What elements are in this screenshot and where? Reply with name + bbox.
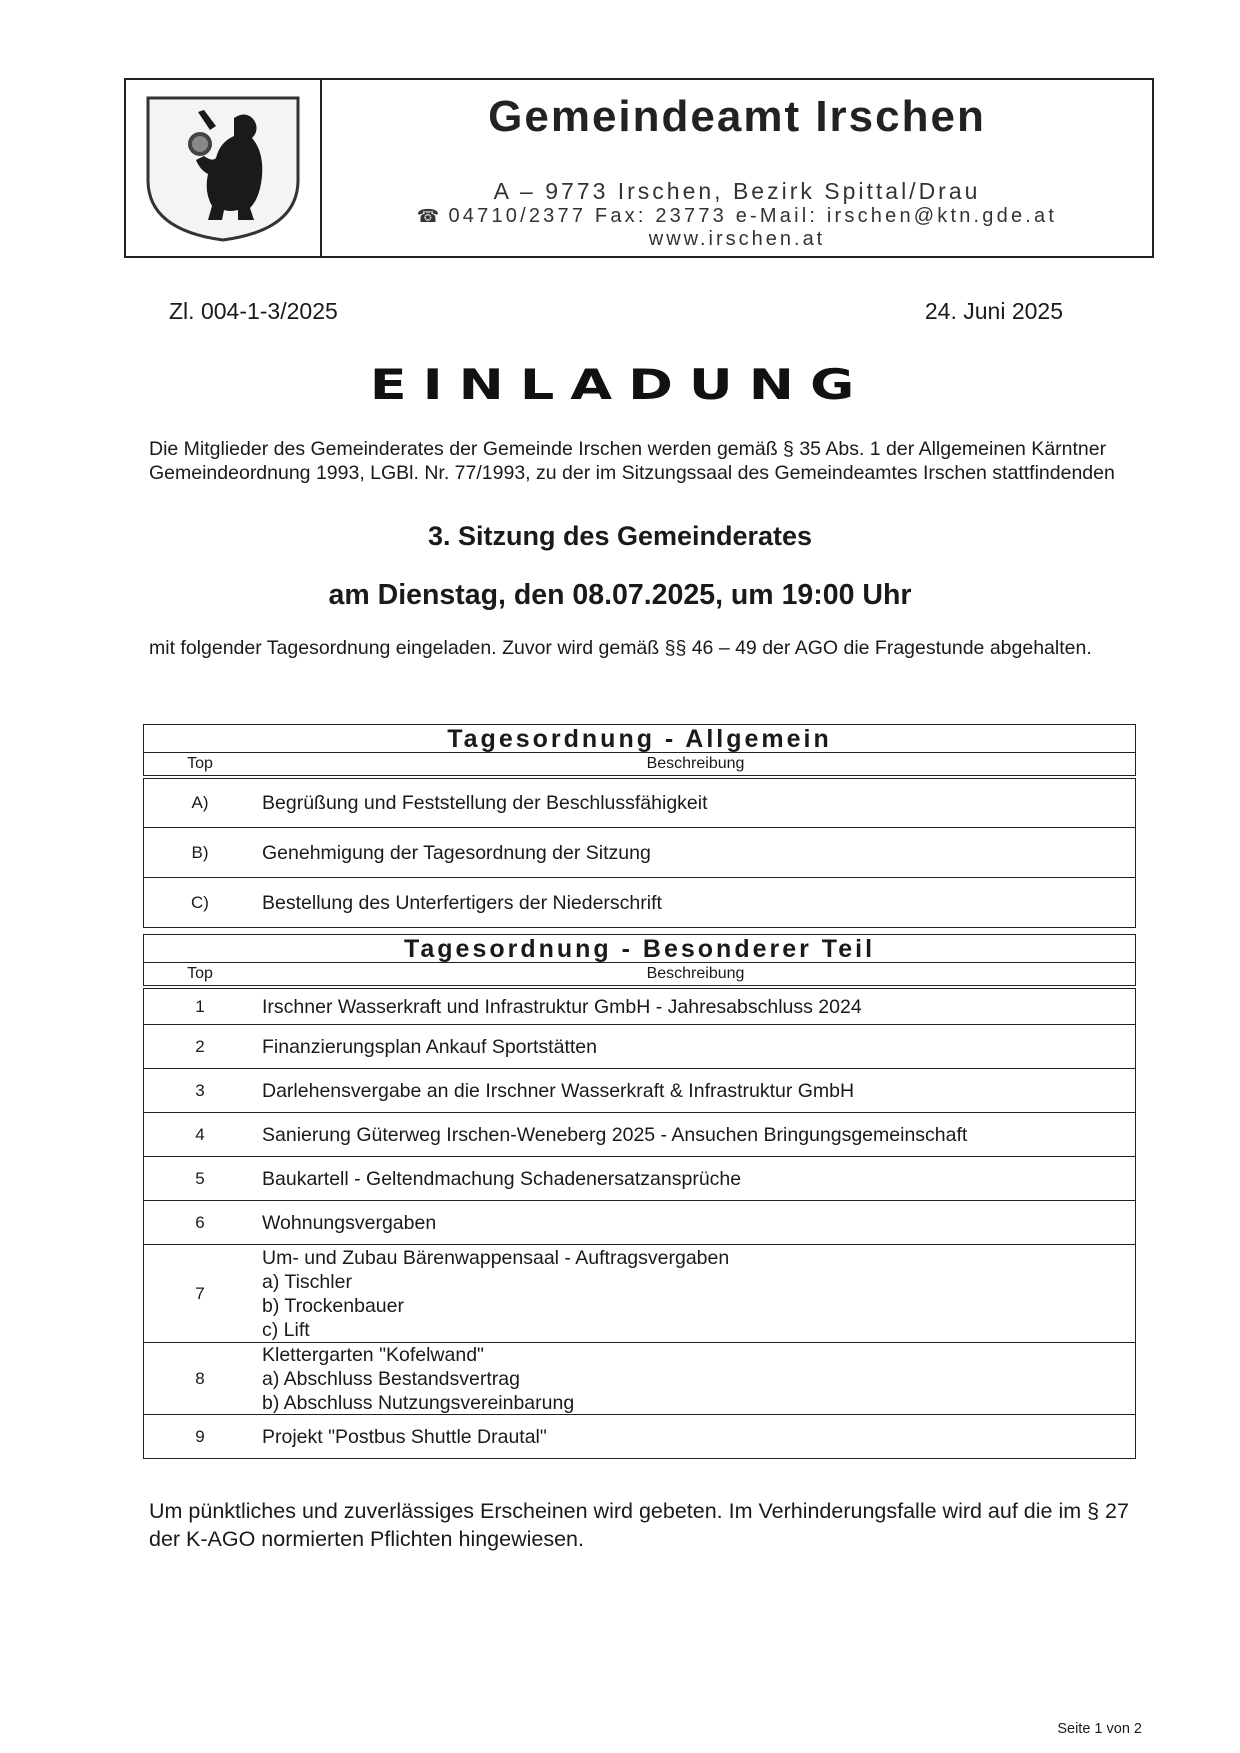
- row-top: C): [191, 892, 209, 912]
- table-row: [144, 988, 1135, 1024]
- row-desc-line: Projekt "Postbus Shuttle Drautal": [262, 1425, 547, 1448]
- row-top: 4: [195, 1124, 205, 1144]
- row-top: 5: [195, 1168, 205, 1188]
- row-top: 9: [195, 1426, 205, 1446]
- col-desc: Beschreibung: [646, 965, 745, 982]
- document-date: 24. Juni 2025: [924, 298, 1063, 324]
- row-desc-line: a) Tischler: [262, 1270, 352, 1293]
- phone-icon: ☎: [416, 206, 443, 226]
- row-desc-line: Irschner Wasserkraft und Infrastruktur GmbH - Jahresabschluss 2024: [262, 995, 862, 1018]
- table-row: [144, 1156, 1135, 1200]
- row-desc-line: b) Trockenbauer: [262, 1294, 404, 1317]
- table-row: [144, 827, 1135, 877]
- agenda-general-title: Tagesordnung - Allgemein: [144, 725, 1135, 753]
- letterhead-text: [322, 80, 1152, 256]
- row-desc: Genehmigung der Tagesordnung der Sitzung: [262, 841, 651, 864]
- coat-of-arms-icon: [138, 90, 308, 246]
- table-row: [144, 1068, 1135, 1112]
- row-desc-line: Klettergarten "Kofelwand": [262, 1343, 484, 1366]
- page-footer: Seite 1 von 2: [1057, 1721, 1142, 1737]
- contact-text: 04710/2377 Fax: 23773 e-Mail: irschen@ktn.gde.at: [448, 205, 1058, 227]
- agenda-special-title: Tagesordnung - Besonderer Teil: [144, 935, 1135, 963]
- row-desc-line: Um- und Zubau Bärenwappensaal - Auftragsvergaben: [262, 1246, 730, 1269]
- agenda-general-table: [143, 724, 1136, 928]
- org-contact: [322, 205, 1152, 228]
- row-desc-line: Darlehensvergabe an die Irschner Wasserkraft & Infrastruktur GmbH: [262, 1079, 855, 1102]
- agenda-general-header: [143, 724, 1136, 776]
- row-desc-line: a) Abschluss Bestandsvertrag: [262, 1367, 520, 1390]
- page-title: EINLADUNG: [369, 360, 871, 410]
- closing-paragraph: Um pünktliches und zuverlässiges Erscheinen wird gebeten. Im Verhinderungsfalle wird auf die im § 27 der K-AGO normierten Pflichten hingewiesen.: [149, 1499, 1129, 1551]
- table-row: [144, 1024, 1135, 1068]
- row-desc: [256, 995, 1135, 1019]
- row-desc: [256, 1211, 1135, 1235]
- org-website[interactable]: www.irschen.at: [648, 228, 826, 250]
- row-top: 2: [195, 1036, 205, 1056]
- agenda-special-table: [143, 934, 1136, 1459]
- session-title: 3. Sitzung des Gemeinderates: [427, 521, 813, 551]
- row-desc: Bestellung des Unterfertigers der Niederschrift: [262, 891, 662, 914]
- row-desc-line: Sanierung Güterweg Irschen-Weneberg 2025 - Ansuchen Bringungsgemeinschaft: [262, 1123, 968, 1146]
- row-desc-line: b) Abschluss Nutzungsvereinbarung: [262, 1391, 575, 1414]
- row-desc: Begrüßung und Feststellung der Beschlussfähigkeit: [262, 792, 708, 814]
- agenda-general-columns: [144, 753, 1135, 775]
- row-desc: [256, 1079, 1135, 1103]
- row-top: 3: [195, 1080, 205, 1100]
- table-row: [144, 1244, 1135, 1342]
- row-desc-line: c) Lift: [262, 1318, 310, 1341]
- row-top: B): [191, 842, 209, 862]
- row-top: 6: [195, 1212, 205, 1232]
- col-top: Top: [187, 965, 213, 982]
- row-desc: [256, 1343, 1135, 1415]
- table-row: [144, 1414, 1135, 1458]
- row-desc: [256, 1246, 1135, 1342]
- agenda-general-rows: [143, 778, 1136, 928]
- row-top: 7: [195, 1283, 205, 1303]
- table-row: [144, 1342, 1135, 1414]
- col-top: Top: [187, 755, 213, 772]
- session-date: am Dienstag, den 08.07.2025, um 19:00 Uhr: [328, 579, 912, 611]
- row-desc: [256, 1167, 1135, 1191]
- after-paragraph: mit folgender Tagesordnung eingeladen. Zuvor wird gemäß §§ 46 – 49 der AGO die Fragestunde abgehalten.: [149, 637, 1092, 659]
- row-top: 8: [195, 1368, 205, 1388]
- agenda-special-header: [143, 934, 1136, 986]
- table-row: [144, 877, 1135, 927]
- row-top: A): [191, 793, 209, 812]
- row-desc: [256, 1425, 1135, 1449]
- row-top: 1: [195, 996, 205, 1016]
- intro-paragraph: Die Mitglieder des Gemeinderates der Gemeinde Irschen werden gemäß § 35 Abs. 1 der Allgemeinen Kärntner Gemeindeordnung 1993, LGBl. Nr. 77/1993, zu der im Sitzungssaal des Gemeindeamtes Irschen stattfindenden: [149, 438, 1115, 484]
- table-row: [144, 1112, 1135, 1156]
- crest-cell: [126, 80, 322, 256]
- table-row: [144, 778, 1135, 827]
- row-desc: [256, 1035, 1135, 1059]
- reference-number: Zl. 004-1-3/2025: [169, 298, 338, 324]
- letterhead: [124, 78, 1154, 258]
- org-address: A – 9773 Irschen, Bezirk Spittal/Drau: [493, 178, 981, 204]
- row-desc: [256, 1123, 1135, 1147]
- col-desc: Beschreibung: [646, 755, 745, 772]
- agenda-special-columns: [144, 963, 1135, 985]
- row-desc-line: Finanzierungsplan Ankauf Sportstätten: [262, 1035, 597, 1058]
- agenda-special-rows: [143, 988, 1136, 1459]
- table-row: [144, 1200, 1135, 1244]
- org-name: Gemeindeamt Irschen: [488, 92, 986, 141]
- row-desc-line: Wohnungsvergaben: [262, 1211, 437, 1234]
- row-desc-line: Baukartell - Geltendmachung Schadenersatzansprüche: [262, 1167, 742, 1190]
